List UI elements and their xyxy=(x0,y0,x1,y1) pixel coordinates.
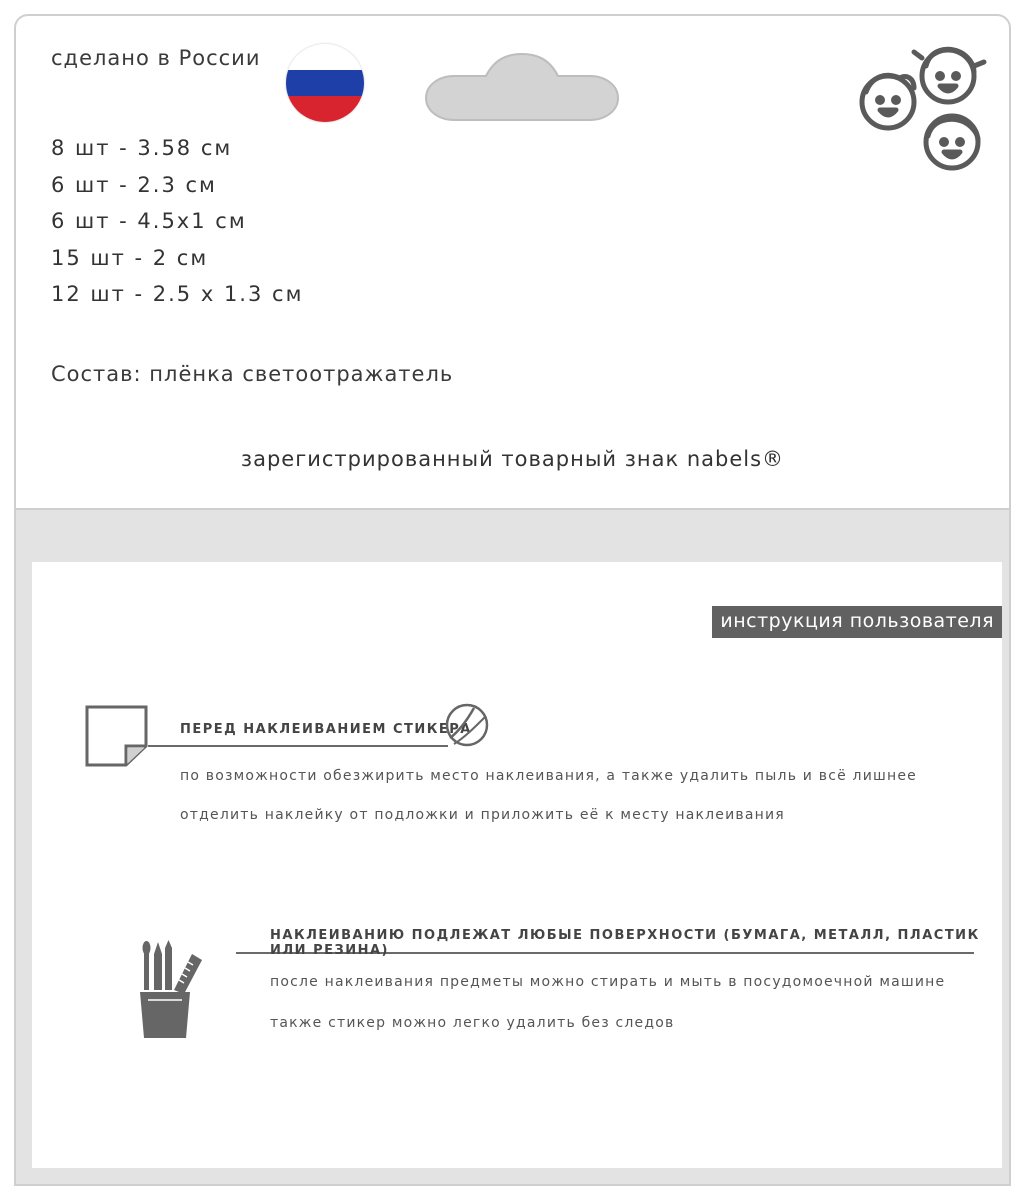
sticker-peel-icon xyxy=(84,704,150,768)
section1-line2: отделить наклейку от подложки и приложить её к месту наклеивания xyxy=(180,807,785,823)
section1-line xyxy=(148,745,448,747)
section2-line2: также стикер можно легко удалить без следов xyxy=(270,1015,675,1031)
peel-circle-icon xyxy=(444,702,490,748)
size-item: 6 шт - 4.5x1 см xyxy=(51,209,247,233)
made-in-label: сделано в России xyxy=(51,46,261,70)
section1-title: ПЕРЕД НАКЛЕИВАНИЕМ СТИКЕРА xyxy=(180,722,472,737)
instructions-card xyxy=(32,562,1002,1168)
size-list xyxy=(51,130,303,313)
hang-hole xyxy=(424,52,620,122)
size-item: 8 шт - 3.58 см xyxy=(51,136,233,160)
composition-text: Состав: плёнка светоотражатель xyxy=(51,362,454,386)
trademark-text: зарегистрированный товарный знак nabels® xyxy=(240,447,785,471)
russia-flag-icon xyxy=(286,44,364,122)
package-top-card xyxy=(14,14,1011,510)
size-item: 12 шт - 2.5 х 1.3 см xyxy=(51,282,304,306)
package-bottom-frame xyxy=(14,510,1011,1186)
size-item: 15 шт - 2 см xyxy=(51,245,209,270)
kids-faces-icon xyxy=(856,36,996,176)
instructions-label: инструкция пользователя xyxy=(712,606,1002,638)
section1-line1: по возможности обезжирить место наклеивания, а также удалить пыль и всё лишнее xyxy=(180,768,917,784)
pencil-cup-icon xyxy=(140,940,206,1040)
size-item: 6 шт - 2.3 см xyxy=(51,172,217,197)
section2-title: НАКЛЕИВАНИЮ ПОДЛЕЖАТ ЛЮБЫЕ ПОВЕРХНОСТИ (БУМАГА, МЕТАЛЛ, ПЛАСТИК ИЛИ РЕЗИНА) xyxy=(270,928,980,958)
section2-line1: после наклеивания предметы можно стирать и мыть в посудомоечной машине xyxy=(270,974,946,990)
